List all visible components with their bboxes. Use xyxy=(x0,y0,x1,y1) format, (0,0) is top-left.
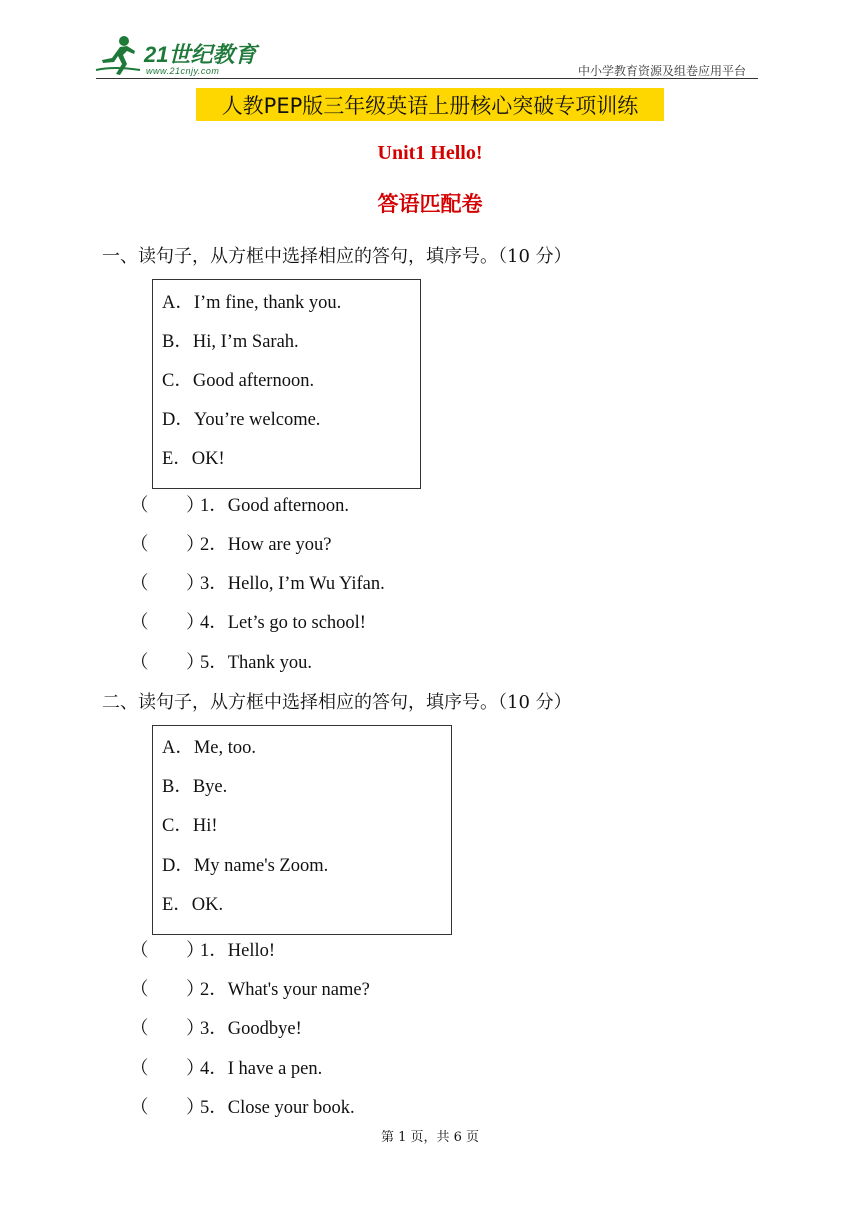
question-text: 5．Close your book. xyxy=(200,1098,355,1118)
option-item: A．Me, too. xyxy=(162,738,257,758)
answer-blank-open[interactable]: （ xyxy=(130,941,149,961)
answer-blank-close: ） xyxy=(186,496,205,516)
worksheet-subtitle: 答语匹配卷 xyxy=(377,192,483,216)
answer-blank-close: ） xyxy=(186,1059,205,1079)
option-item: B．Hi, I’m Sarah. xyxy=(162,332,299,352)
question-row xyxy=(130,936,275,962)
question-row xyxy=(130,975,370,1001)
question-text: 1．Good afternoon. xyxy=(200,496,349,516)
question-row xyxy=(130,648,312,674)
section-2-heading: 二、读句子，从方框中选择相应的答句，填序号。（10 分） xyxy=(102,692,572,713)
answer-blank-open[interactable]: （ xyxy=(130,574,149,594)
question-row xyxy=(130,530,332,556)
question-text: 5．Thank you. xyxy=(200,653,313,673)
answer-blank-open[interactable]: （ xyxy=(130,1098,149,1118)
answer-blank-close: ） xyxy=(186,535,205,555)
question-row xyxy=(130,1093,355,1119)
question-row xyxy=(130,608,366,634)
option-item: C．Good afternoon. xyxy=(162,371,315,391)
section-1-heading: 一、读句子，从方框中选择相应的答句，填序号。（10 分） xyxy=(102,246,572,267)
answer-blank-close: ） xyxy=(186,1019,205,1039)
question-row xyxy=(130,1014,302,1040)
option-item: B．Bye. xyxy=(162,777,228,797)
answer-blank-close: ） xyxy=(186,653,205,673)
answer-blank-open[interactable]: （ xyxy=(130,1019,149,1039)
question-row xyxy=(130,1054,322,1080)
page-number: 第 1 页，共 6 页 xyxy=(380,1130,480,1145)
question-text: 2．What's your name? xyxy=(200,980,370,1000)
option-item: A．I’m fine, thank you. xyxy=(162,293,342,313)
logo-text: 21世纪教育 xyxy=(144,42,257,67)
answer-blank-close: ） xyxy=(186,941,205,961)
option-item: C．Hi! xyxy=(162,816,218,836)
answer-blank-open[interactable]: （ xyxy=(130,613,149,633)
unit-heading: Unit1 Hello! xyxy=(377,142,483,164)
question-text: 4．I have a pen. xyxy=(200,1059,323,1079)
question-row xyxy=(130,491,349,517)
option-item: D．My name's Zoom. xyxy=(162,856,329,876)
question-text: 2．How are you? xyxy=(200,535,332,555)
page-title: 人教PEP版三年级英语上册核心突破专项训练 xyxy=(221,94,639,118)
question-text: 4．Let’s go to school! xyxy=(200,613,366,633)
answer-blank-close: ） xyxy=(186,980,205,1000)
site-logo xyxy=(94,34,264,78)
option-item: E．OK. xyxy=(162,895,224,915)
question-text: 3．Goodbye! xyxy=(200,1019,302,1039)
runner-icon xyxy=(94,34,144,78)
answer-blank-close: ） xyxy=(186,574,205,594)
answer-blank-open[interactable]: （ xyxy=(130,496,149,516)
question-text: 1．Hello! xyxy=(200,941,276,961)
answer-blank-open[interactable]: （ xyxy=(130,980,149,1000)
header-divider xyxy=(96,78,758,79)
platform-tagline: 中小学教育资源及组卷应用平台 xyxy=(577,64,746,78)
logo-url: www.21cnjy.com xyxy=(146,66,220,76)
answer-blank-close: ） xyxy=(186,1098,205,1118)
answer-blank-close: ） xyxy=(186,613,205,633)
question-text: 3．Hello, I’m Wu Yifan. xyxy=(200,574,385,594)
option-item: E．OK! xyxy=(162,449,225,469)
answer-blank-open[interactable]: （ xyxy=(130,535,149,555)
page-header xyxy=(94,30,758,82)
question-row xyxy=(130,569,385,595)
option-item: D．You’re welcome. xyxy=(162,410,321,430)
answer-blank-open[interactable]: （ xyxy=(130,653,149,673)
answer-blank-open[interactable]: （ xyxy=(130,1059,149,1079)
